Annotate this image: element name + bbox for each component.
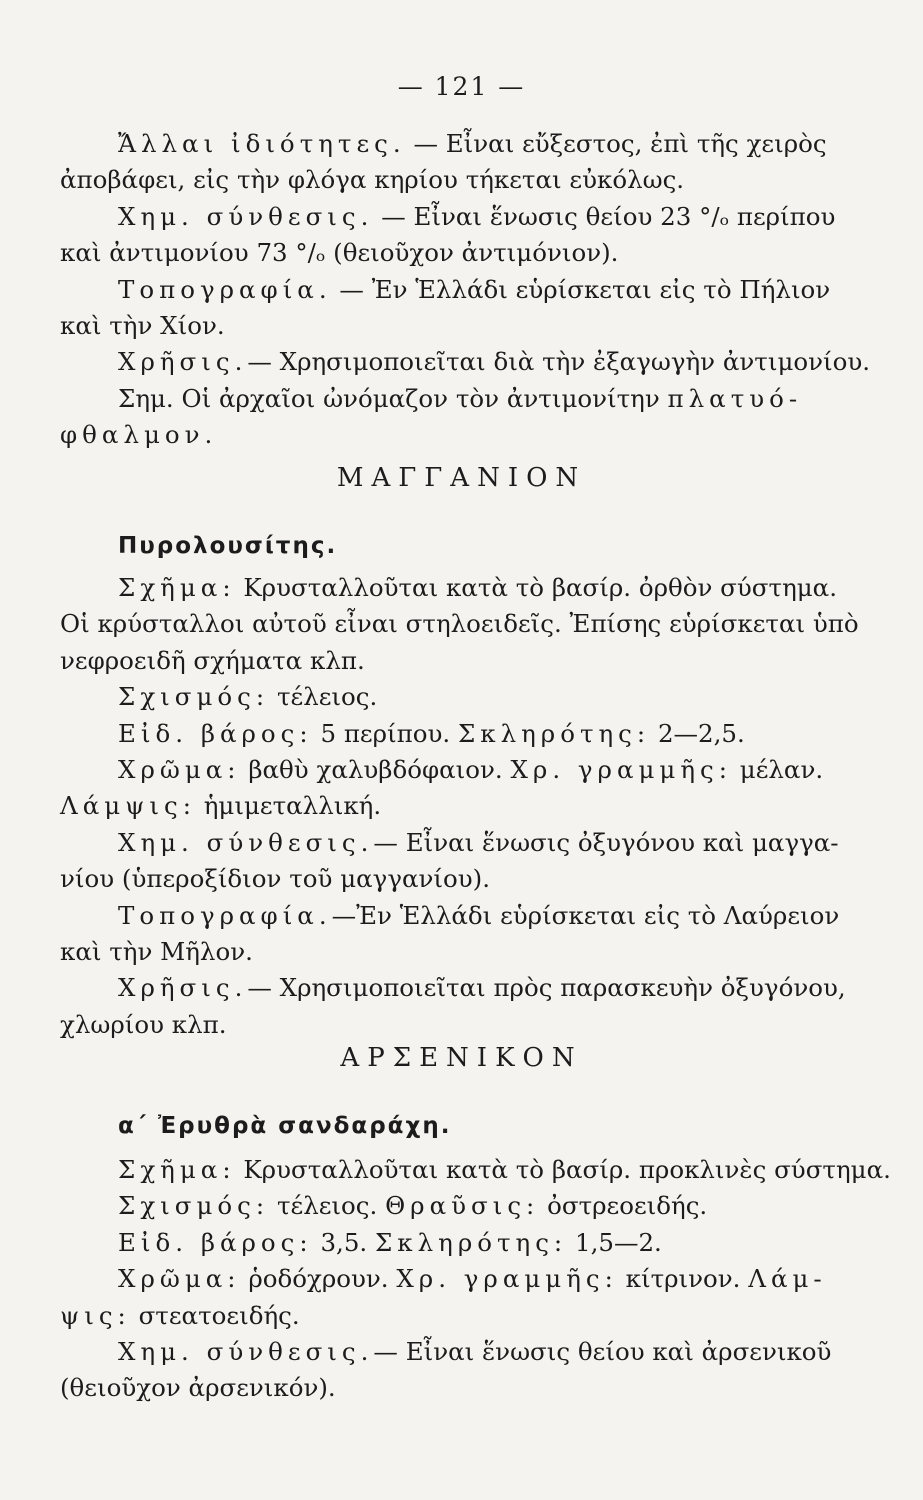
text-line: (θειοῦχον ἀρσενικόν). <box>60 1373 336 1403</box>
manganese-text <box>60 570 859 1043</box>
text-line: Χρῶμα: ῥοδόχρουν. Χρ. γραμμῆς: κίτρινον. Λάμ- <box>118 1264 827 1294</box>
text-line: Ἄλλαι ἰδιότητες. — Εἶναι εὔξεστος, ἐπὶ τῆς χειρὸς <box>118 129 827 158</box>
text-line: Οἱ κρύσταλλοι αὐτοῦ εἶναι στηλοειδεῖς. Ἐπίσης εὑρίσκεται ὑπὸ <box>60 609 859 639</box>
section-title-arsenic: ΑΡΣΕΝΙΚΟΝ <box>340 1043 583 1073</box>
text-line: Τοπογραφία.—Ἐν Ἑλλάδι εὑρίσκεται εἰς τὸ Λαύρειον <box>118 900 840 930</box>
text-line: Χρῶμα: βαθὺ χαλυβδόφαιον. Χρ. γραμμῆς: μέλαν. <box>118 754 824 784</box>
text-line: Λάμψις: ἡμιμεταλλική. <box>60 791 382 821</box>
text-line: Χημ. σύνθεσις.— Εἶναι ἕνωσις ὀξυγόνου καὶ μαγγα- <box>118 827 839 857</box>
text-line: καὶ ἀντιμονίου 73 °/ₒ (θειοῦχον ἀντιμόνιον). <box>60 238 619 268</box>
text-line: Χρῆσις.— Χρησιμοποιεῖται πρὸς παρασκευὴν ὀξυγόνου, <box>118 973 846 1003</box>
text-line: ἀποβάφει, εἰς τὴν φλόγα κηρίου τήκεται εὐκόλως. <box>60 165 685 195</box>
text-line: Σχῆμα: Κρυσταλλοῦται κατὰ τὸ βασίρ. ὀρθὸν σύστημα. <box>118 573 838 602</box>
text-line: Εἰδ. βάρος: 5 περίπου. Σκληρότης: 2—2,5. <box>118 718 745 748</box>
text-line: Σημ. Οἱ ἀρχαῖοι ὠνόμαζον τὸν ἀντιμονίτην πλατυό- <box>118 383 803 413</box>
text-line: νεφροειδῆ σχήματα κλπ. <box>60 645 365 675</box>
text-line: ψις: στεατοειδής. <box>60 1300 300 1330</box>
text-line: νίου (ὑπεροξίδιον τοῦ μαγγανίου). <box>60 864 490 894</box>
text-line: Χημ. σύνθεσις.— Εἶναι ἕνωσις θείου καὶ ἀρσενικοῦ <box>118 1336 832 1366</box>
subheading-realgar: α΄ Ἐρυθρὰ σανδαράχη. <box>118 1113 452 1139</box>
section-title-manganese: ΜΑΓΓΑΝΙΟΝ <box>336 463 587 493</box>
subheading-pyrolusite: Πυρολουσίτης. <box>118 533 338 559</box>
text-line: φθαλμον. <box>60 420 218 450</box>
page-number: — 121 — <box>397 72 526 101</box>
text-line: Χημ. σύνθεσις. — Εἶναι ἕνωσις θείου 23 °/ₒ περίπου <box>118 201 836 231</box>
text-line: Σχισμός: τέλειος. <box>118 682 378 712</box>
text-line: καὶ τὴν Μῆλον. <box>60 936 253 966</box>
text-line: Σχῆμα: Κρυσταλλοῦται κατὰ τὸ βασίρ. προκλινὲς σύστημα. <box>118 1155 891 1184</box>
text-line: χλωρίου κλπ. <box>60 1009 227 1039</box>
text-line: Σχισμός: τέλειος. Θραῦσις: ὀστρεοειδής. <box>118 1191 708 1221</box>
intro-text <box>60 126 871 454</box>
text-line: καὶ τὴν Χίον. <box>60 310 225 340</box>
text-line: Εἰδ. βάρος: 3,5. Σκληρότης: 1,5—2. <box>118 1227 662 1257</box>
arsenic-text <box>60 1152 891 1407</box>
text-line: Τοπογραφία. — Ἐν Ἑλλάδι εὑρίσκεται εἰς τὸ Πήλιον <box>118 274 831 304</box>
text-line: Χρῆσις.— Χρησιμοποιεῖται διὰ τὴν ἐξαγωγὴν ἀντιμονίου. <box>118 347 871 377</box>
